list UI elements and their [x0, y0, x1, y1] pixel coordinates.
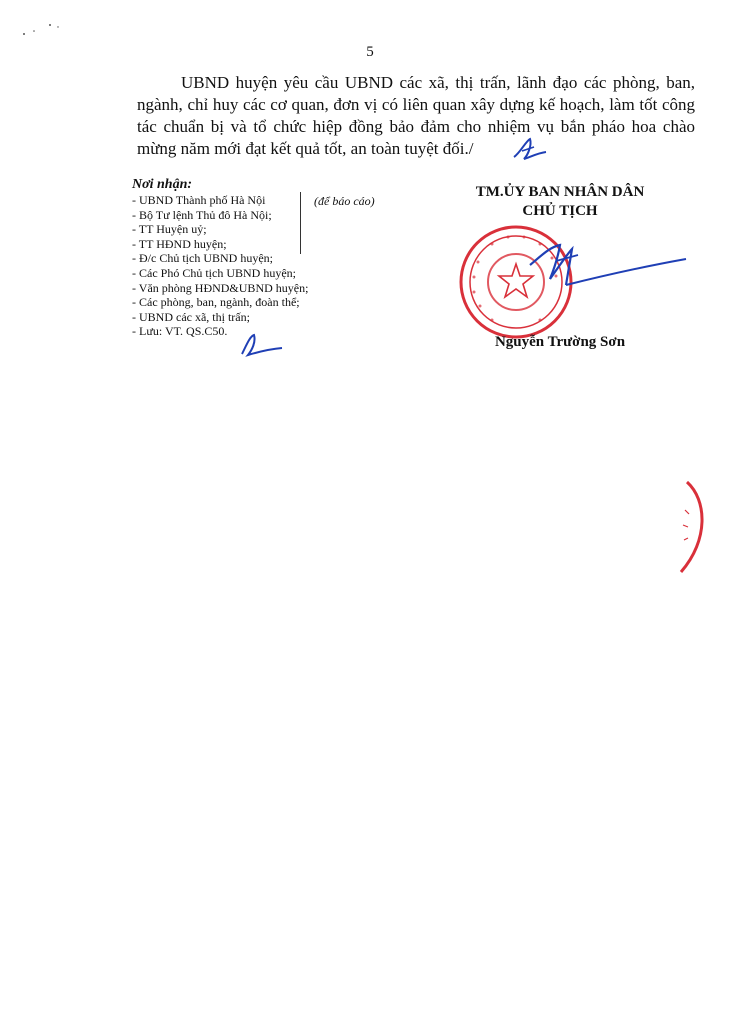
- page-number: 5: [366, 44, 374, 60]
- recipient-item: - Đ/c Chủ tịch UBND huyện;: [132, 251, 273, 266]
- signer-name: Nguyễn Trường Sơn: [494, 334, 626, 350]
- adjacent-page-seal-edge-icon: [675, 480, 715, 575]
- signature-block: [450, 183, 670, 221]
- recipient-item: - UBND Thành phố Hà Nội: [132, 193, 266, 207]
- recipient-item: - Bộ Tư lệnh Thủ đô Hà Nội;: [132, 207, 272, 222]
- signing-organization: TM.ỦY BAN NHÂN DÂN: [475, 184, 645, 200]
- recipients-initial-mark-icon: [236, 330, 286, 360]
- recipients-heading: Nơi nhận:: [132, 177, 193, 192]
- recipient-item: - UBND các xã, thị trấn;: [132, 309, 250, 324]
- signing-title: CHỦ TỊCH: [522, 203, 598, 219]
- report-bracket: [300, 192, 301, 254]
- recipient-item: - Lưu: VT. QS.C50.: [132, 324, 228, 339]
- recipient-item: - Các Phó Chủ tịch UBND huyện;: [132, 265, 296, 280]
- closing-paragraph: UBND huyện yêu cầu UBND các xã, thị trấn, lãnh đạo các phòng, ban, ngành, chỉ huy các cơ quan, đơn vị có liên quan xây dựng kế hoạch, làm tốt công tác chuẩn bị và tổ chức hiệp đồng bảo đảm cho nhiệm vụ bắn pháo hoa chào mừng năm mới đạt kết quả tốt, an toàn tuyệt đối./: [137, 73, 695, 158]
- scan-specks: [20, 18, 70, 38]
- recipient-item: - TT Huyện uỷ;: [132, 222, 207, 237]
- paragraph-initial-mark-icon: [510, 135, 550, 165]
- handwritten-signature-icon: [520, 235, 690, 305]
- recipient-item: - Văn phòng HĐND&UBND huyện;: [132, 280, 309, 295]
- report-note: (để báo cáo): [314, 194, 375, 208]
- recipient-item: - TT HĐND huyện;: [132, 236, 227, 251]
- recipient-item: - Các phòng, ban, ngành, đoàn thể;: [132, 295, 300, 310]
